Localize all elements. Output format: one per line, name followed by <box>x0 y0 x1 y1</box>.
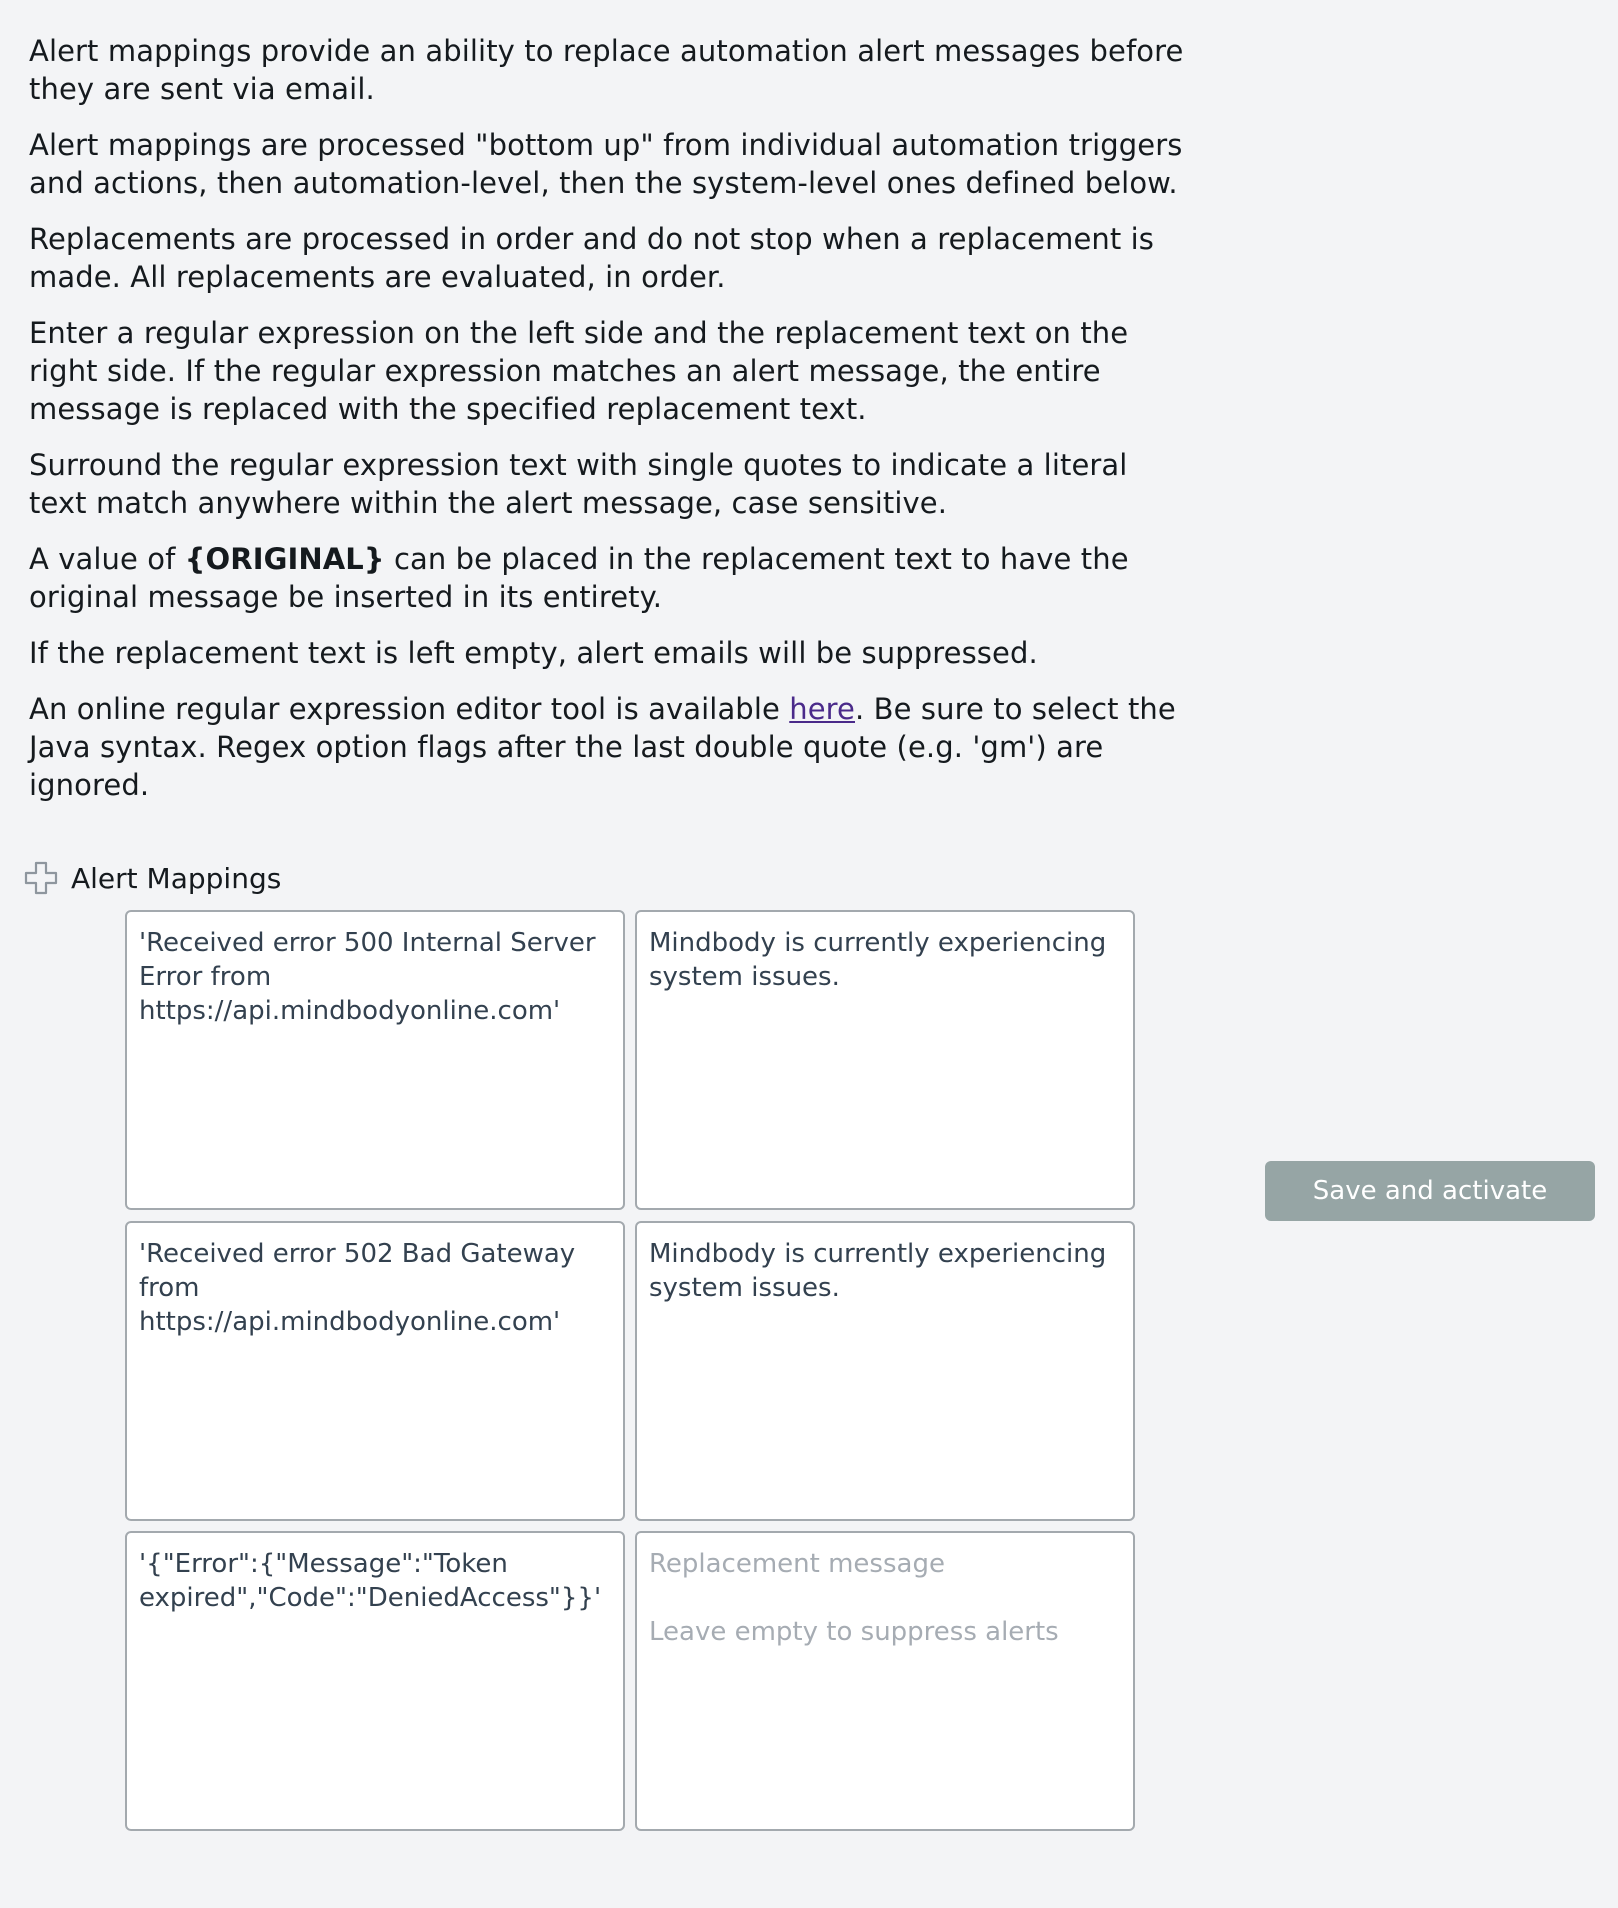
save-and-activate-button[interactable]: Save and activate <box>1265 1161 1595 1221</box>
original-token: {ORIGINAL} <box>184 542 385 576</box>
help-paragraph-6-end: can be placed in the replacement text to have the original message be inserted in its entirety. <box>29 542 1129 614</box>
help-paragraph-8-start: An online regular expression editor tool is available <box>29 692 790 726</box>
help-paragraph-2: Alert mappings are processed "bottom up" from individual automation triggers and actions, then automation-level, then the system-level ones defined below. <box>29 128 1183 200</box>
help-paragraph-6 <box>29 540 1189 616</box>
help-paragraph-6-start: A value of <box>29 542 185 576</box>
plus-icon[interactable] <box>24 861 58 895</box>
help-paragraph-3: Replacements are processed in order and do not stop when a replacement is made. All replacements are evaluated, in order. <box>29 222 1155 294</box>
mapping-replacement-3[interactable] <box>635 1531 1135 1831</box>
help-paragraph-8-end: . Be sure to select the Java syntax. Regex option flags after the last double quote (e.g. 'gm') are ignored. <box>29 692 1176 802</box>
help-paragraph-5: Surround the regular expression text with single quotes to indicate a literal text match anywhere within the alert message, case sensitive. <box>29 448 1128 520</box>
help-paragraph-7: If the replacement text is left empty, alert emails will be suppressed. <box>29 636 1038 670</box>
section-title: Alert Mappings <box>71 861 282 895</box>
regex-editor-link[interactable]: here <box>789 692 855 726</box>
help-paragraph-4: Enter a regular expression on the left side and the replacement text on the right side. If the regular expression matches an alert message, the entire message is replaced with the specified replacement text. <box>29 316 1129 426</box>
help-text <box>29 32 1189 822</box>
mapping-pattern-1[interactable] <box>125 910 625 1210</box>
mapping-replacement-1[interactable] <box>635 910 1135 1210</box>
help-paragraph-8 <box>29 690 1189 804</box>
alert-mappings-header <box>24 858 281 898</box>
mapping-replacement-2[interactable] <box>635 1221 1135 1521</box>
mapping-pattern-3[interactable] <box>125 1531 625 1831</box>
help-paragraph-1: Alert mappings provide an ability to replace automation alert messages before they are sent via email. <box>29 34 1184 106</box>
mapping-pattern-2[interactable] <box>125 1221 625 1521</box>
